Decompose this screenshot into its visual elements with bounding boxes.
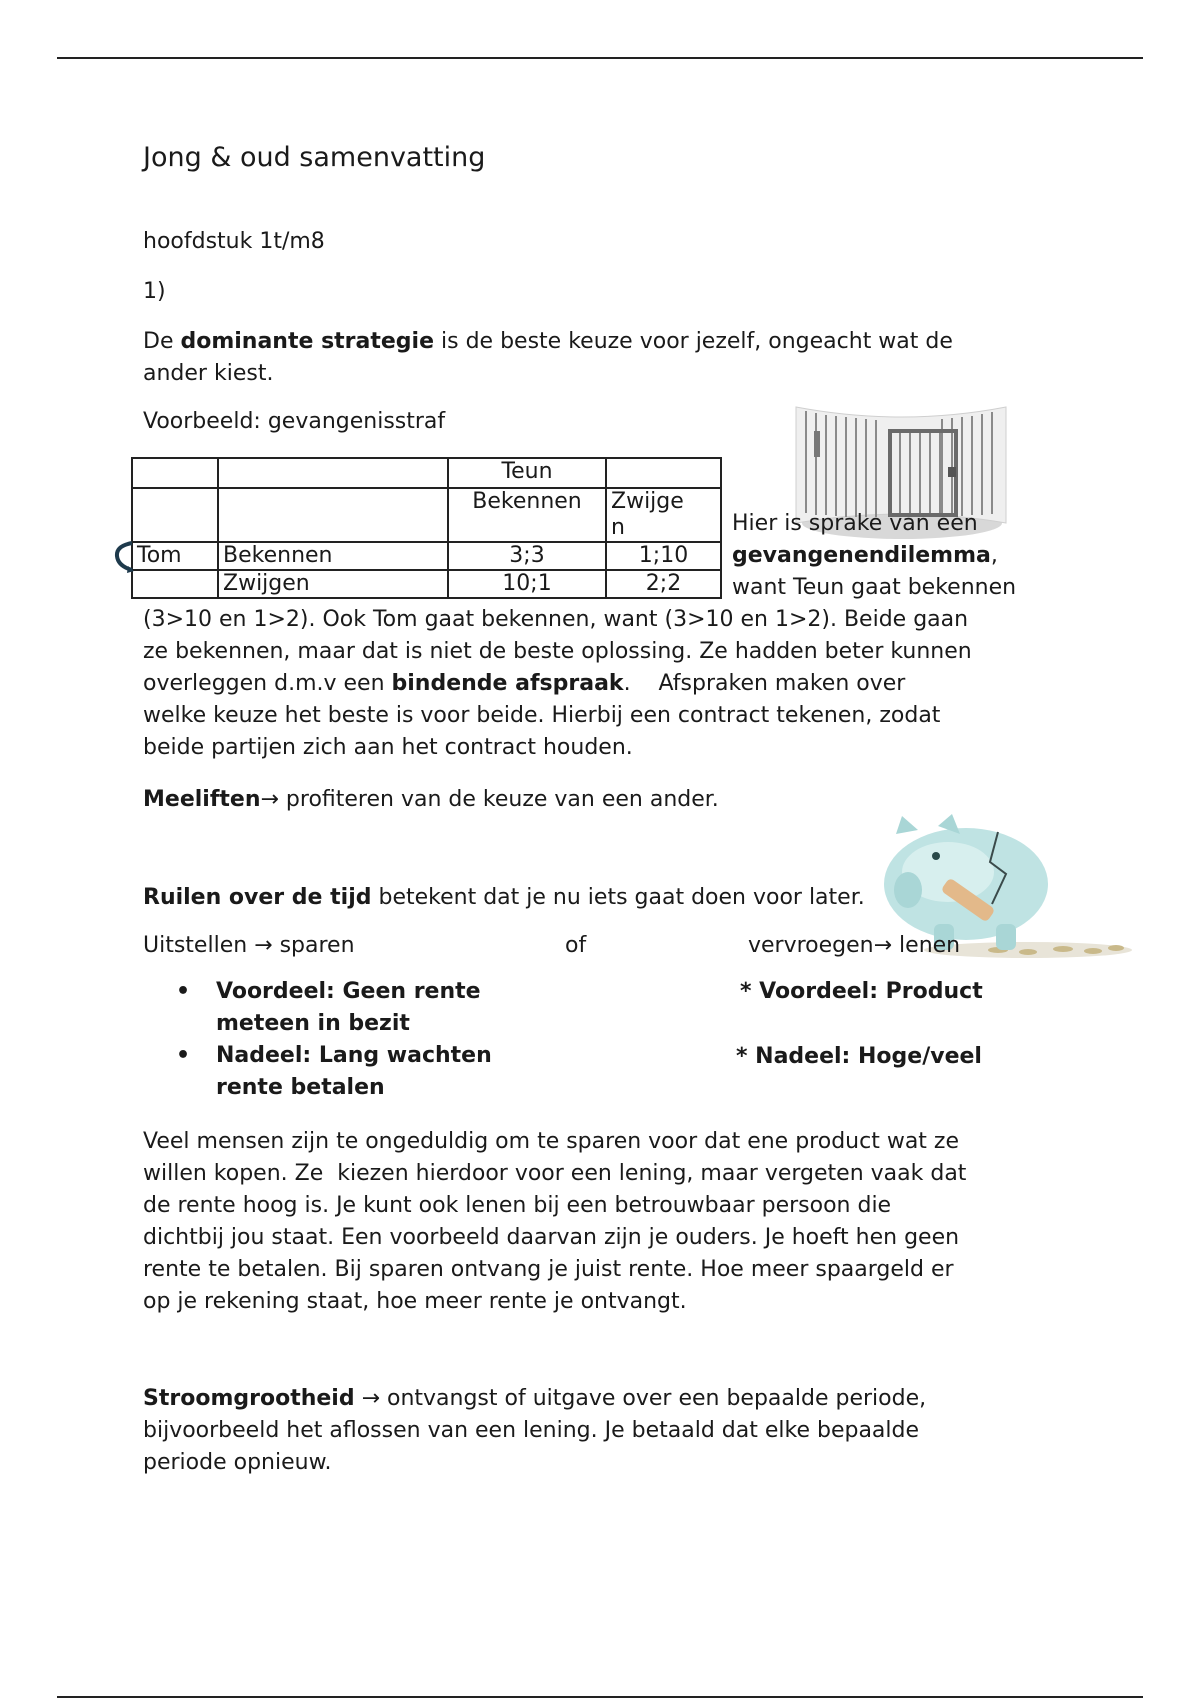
cell-zwijgen-zwijgen: 2;2 — [606, 570, 721, 598]
example-label: Voorbeeld: gevangenisstraf — [143, 409, 446, 434]
chapter-label: hoofdstuk 1t/m8 — [143, 229, 325, 254]
binding-agreement-term: bindende afspraak — [391, 671, 624, 696]
header-teun: Teun — [448, 458, 606, 488]
section-number: 1) — [143, 279, 166, 304]
voordeel-product: * Voordeel: Product — [740, 979, 983, 1004]
dilemma-side-text: Hier is sprake van een gevangenendilemma, want Teun gaat bekennen — [732, 511, 1017, 600]
vervroegen-lenen: vervroegen→ lenen — [748, 933, 961, 958]
cell-bekennen-bekennen: 3;3 — [448, 542, 606, 570]
uitstellen-sparen: Uitstellen → sparen — [143, 933, 355, 958]
meeliften-line: Meeliften→ profiteren van de keuze van een ander. — [143, 787, 719, 812]
dominant-strategy-term: dominante strategie — [180, 329, 435, 354]
col-zwijgen: Zwijge n — [606, 488, 721, 542]
row-zwijgen: Zwijgen — [218, 570, 448, 598]
of-label: of — [565, 933, 587, 958]
row-bekennen: Bekennen — [218, 542, 448, 570]
list-item: • Nadeel: Lang wachten rente betalen — [170, 1040, 550, 1104]
pros-cons-list — [170, 976, 550, 1104]
stroomgrootheid-term: Stroomgrootheid — [143, 1386, 355, 1411]
curved-arrow-icon — [114, 540, 136, 574]
top-rule — [57, 57, 1143, 59]
stroomgrootheid-paragraph: Stroomgrootheid → ontvangst of uitgave over een bepaalde periode, bijvoorbeeld het aflossen van een lening. Je betaald dat elke bepaalde periode opnieuw. — [143, 1386, 927, 1475]
lening-paragraph: Veel mensen zijn te ongeduldig om te sparen voor dat ene product wat ze willen kopen. Ze kiezen hierdoor voor een lening, maar vergeten vaak dat de rente hoog is. Je kunt ook lenen bij een betrouwbaar persoon die dichtbij jou staat. Een voorbeeld daarvan zijn je ouders. Je hoeft hen geen rente te betalen. Bij sparen ontvang je juist rente. Hoe meer spaargeld er op je rekening staat, hoe meer rente je ontvangt. — [143, 1129, 967, 1314]
dominant-strategy-paragraph: De dominante strategie is de beste keuze voor jezelf, ongeacht wat de ander kiest. — [143, 329, 953, 386]
dilemma-paragraph: (3>10 en 1>2). Ook Tom gaat bekennen, want (3>10 en 1>2). Beide gaan ze bekennen, maar dat is niet de beste oplossing. Ze hadden beter kunnen overleggen d.m.v een bindende afspraak. Afspraken maken over welke keuze het beste is voor beide. Hierbij een contract tekenen, zodat beide partijen zich aan het contract houden. — [143, 607, 972, 760]
ruilen-line: Ruilen over de tijd betekent dat je nu iets gaat doen voor later. — [143, 885, 865, 910]
bottom-rule — [57, 1696, 1143, 1698]
col-bekennen: Bekennen — [448, 488, 606, 542]
cell-zwijgen-bekennen: 10;1 — [448, 570, 606, 598]
document-title: Jong & oud samenvatting — [143, 142, 486, 173]
ruilen-term: Ruilen over de tijd — [143, 885, 372, 910]
prisoner-payoff-table — [131, 457, 722, 599]
nadeel-hoge: * Nadeel: Hoge/veel — [736, 1044, 982, 1069]
dilemma-term: gevangenendilemma — [732, 543, 991, 568]
meeliften-term: Meeliften — [143, 787, 261, 812]
list-item: • Voordeel: Geen rente meteen in bezit — [170, 976, 550, 1040]
row-tom: Tom — [132, 542, 218, 570]
cell-bekennen-zwijgen: 1;10 — [606, 542, 721, 570]
